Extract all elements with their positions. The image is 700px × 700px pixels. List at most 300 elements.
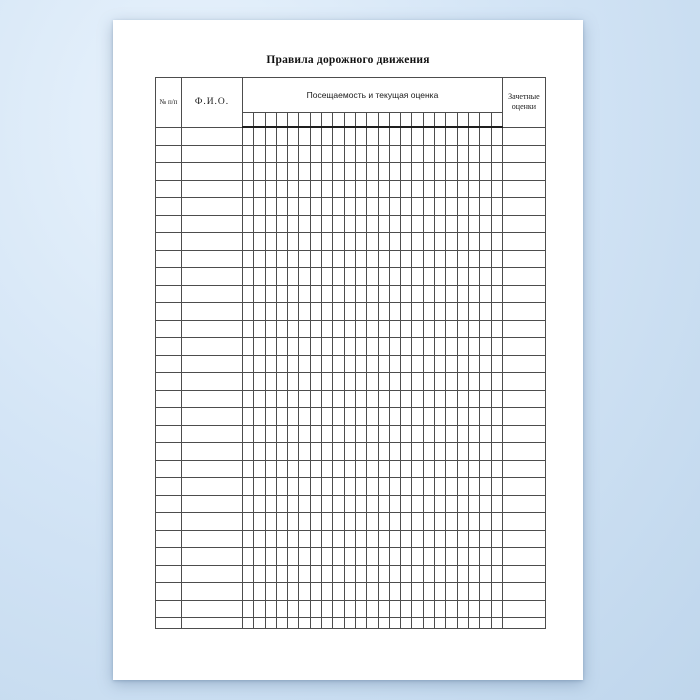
row-attendance-cell (401, 618, 412, 629)
row-attendance-cell (344, 425, 355, 443)
row-name-cell (182, 145, 243, 163)
row-attendance-cell (299, 583, 310, 601)
row-attendance-cell (355, 250, 366, 268)
row-attendance-cell (344, 460, 355, 478)
row-attendance-cell (389, 495, 400, 513)
row-attendance-cell (310, 233, 321, 251)
row-attendance-cell (265, 163, 276, 181)
row-attendance-cell (480, 250, 491, 268)
row-attendance-cell (401, 425, 412, 443)
row-attendance-cell (276, 530, 287, 548)
col-header-attendance: Посещаемость и текущая оценка (243, 78, 503, 113)
row-attendance-cell (491, 268, 502, 286)
journal-row (156, 425, 546, 443)
row-attendance-cell (355, 548, 366, 566)
row-attendance-cell (299, 268, 310, 286)
row-attendance-cell (412, 320, 423, 338)
row-attendance-cell (446, 233, 457, 251)
row-attendance-cell (322, 320, 333, 338)
row-attendance-cell (389, 618, 400, 629)
row-index-cell (156, 425, 182, 443)
row-attendance-cell (243, 303, 254, 321)
row-attendance-cell (480, 198, 491, 216)
row-attendance-cell (389, 443, 400, 461)
row-attendance-cell (276, 600, 287, 618)
row-name-cell (182, 338, 243, 356)
row-credit-cell (502, 250, 545, 268)
row-attendance-cell (310, 127, 321, 145)
row-attendance-cell (446, 530, 457, 548)
row-name-cell (182, 600, 243, 618)
row-attendance-cell (344, 373, 355, 391)
row-attendance-cell (480, 338, 491, 356)
row-attendance-cell (401, 303, 412, 321)
row-attendance-cell (322, 303, 333, 321)
row-attendance-cell (310, 583, 321, 601)
row-attendance-cell (276, 180, 287, 198)
row-attendance-cell (254, 565, 265, 583)
row-attendance-cell (276, 513, 287, 531)
row-attendance-cell (480, 127, 491, 145)
row-attendance-cell (355, 338, 366, 356)
journal-header (156, 78, 546, 128)
row-attendance-cell (265, 250, 276, 268)
row-attendance-cell (401, 408, 412, 426)
row-index-cell (156, 513, 182, 531)
row-attendance-cell (401, 565, 412, 583)
row-attendance-cell (243, 233, 254, 251)
row-attendance-cell (491, 460, 502, 478)
row-attendance-cell (446, 250, 457, 268)
row-attendance-cell (446, 565, 457, 583)
row-attendance-cell (378, 425, 389, 443)
row-attendance-cell (254, 180, 265, 198)
row-attendance-cell (276, 390, 287, 408)
row-attendance-cell (389, 600, 400, 618)
row-attendance-cell (367, 443, 378, 461)
row-attendance-cell (310, 215, 321, 233)
col-header-credit: Зачетные оценки (502, 78, 545, 128)
row-attendance-cell (435, 145, 446, 163)
row-credit-cell (502, 145, 545, 163)
row-attendance-cell (243, 443, 254, 461)
row-attendance-cell (254, 443, 265, 461)
row-attendance-cell (491, 355, 502, 373)
row-attendance-cell (276, 233, 287, 251)
row-name-cell (182, 320, 243, 338)
row-attendance-cell (457, 373, 468, 391)
row-attendance-cell (367, 127, 378, 145)
row-attendance-cell (243, 163, 254, 181)
row-attendance-cell (299, 495, 310, 513)
row-attendance-cell (322, 408, 333, 426)
row-attendance-cell (276, 618, 287, 629)
row-attendance-cell (378, 513, 389, 531)
row-attendance-cell (299, 355, 310, 373)
row-attendance-cell (254, 390, 265, 408)
row-attendance-cell (446, 373, 457, 391)
row-attendance-cell (243, 250, 254, 268)
row-attendance-cell (322, 250, 333, 268)
row-attendance-cell (288, 513, 299, 531)
row-attendance-cell (468, 250, 479, 268)
row-attendance-cell (401, 285, 412, 303)
row-attendance-cell (333, 513, 344, 531)
row-attendance-cell (367, 373, 378, 391)
row-attendance-cell (299, 127, 310, 145)
row-attendance-cell (378, 215, 389, 233)
row-attendance-cell (435, 285, 446, 303)
journal-row (156, 495, 546, 513)
row-credit-cell (502, 460, 545, 478)
row-attendance-cell (378, 548, 389, 566)
row-attendance-cell (322, 583, 333, 601)
row-attendance-cell (310, 565, 321, 583)
row-attendance-cell (423, 198, 434, 216)
row-attendance-cell (435, 443, 446, 461)
row-attendance-cell (288, 565, 299, 583)
row-attendance-cell (243, 548, 254, 566)
row-attendance-cell (333, 583, 344, 601)
row-attendance-cell (310, 338, 321, 356)
row-attendance-cell (344, 355, 355, 373)
row-attendance-cell (423, 180, 434, 198)
row-attendance-cell (446, 163, 457, 181)
row-attendance-cell (423, 127, 434, 145)
row-attendance-cell (322, 355, 333, 373)
row-attendance-cell (491, 180, 502, 198)
row-attendance-cell (310, 443, 321, 461)
row-attendance-cell (299, 478, 310, 496)
row-attendance-cell (355, 565, 366, 583)
row-attendance-cell (401, 268, 412, 286)
row-attendance-cell (254, 338, 265, 356)
row-attendance-cell (288, 233, 299, 251)
row-attendance-cell (254, 530, 265, 548)
row-attendance-cell (446, 460, 457, 478)
row-attendance-cell (401, 198, 412, 216)
row-attendance-cell (480, 443, 491, 461)
row-attendance-cell (344, 163, 355, 181)
row-attendance-cell (355, 215, 366, 233)
row-attendance-cell (446, 127, 457, 145)
row-attendance-cell (344, 565, 355, 583)
row-attendance-cell (367, 320, 378, 338)
row-attendance-cell (299, 443, 310, 461)
row-attendance-cell (389, 163, 400, 181)
row-attendance-cell (367, 600, 378, 618)
row-attendance-cell (457, 460, 468, 478)
row-attendance-cell (435, 495, 446, 513)
row-index-cell (156, 530, 182, 548)
row-attendance-cell (322, 495, 333, 513)
row-attendance-cell (412, 443, 423, 461)
row-attendance-cell (423, 355, 434, 373)
journal-row (156, 127, 546, 145)
journal-row (156, 180, 546, 198)
row-attendance-cell (446, 513, 457, 531)
row-attendance-cell (446, 285, 457, 303)
row-attendance-cell (389, 548, 400, 566)
row-attendance-cell (276, 548, 287, 566)
row-attendance-cell (355, 303, 366, 321)
row-attendance-cell (412, 215, 423, 233)
row-attendance-cell (265, 233, 276, 251)
attendance-subheader-cell (491, 113, 502, 128)
row-attendance-cell (446, 495, 457, 513)
row-attendance-cell (265, 618, 276, 629)
row-attendance-cell (276, 565, 287, 583)
row-attendance-cell (378, 460, 389, 478)
row-attendance-cell (344, 548, 355, 566)
row-attendance-cell (265, 600, 276, 618)
row-attendance-cell (378, 618, 389, 629)
row-attendance-cell (378, 355, 389, 373)
row-attendance-cell (322, 373, 333, 391)
row-credit-cell (502, 127, 545, 145)
row-attendance-cell (265, 530, 276, 548)
row-attendance-cell (265, 355, 276, 373)
row-attendance-cell (344, 303, 355, 321)
row-attendance-cell (333, 530, 344, 548)
row-attendance-cell (367, 145, 378, 163)
row-attendance-cell (288, 408, 299, 426)
row-credit-cell (502, 600, 545, 618)
row-attendance-cell (457, 145, 468, 163)
row-attendance-cell (457, 163, 468, 181)
journal-row (156, 285, 546, 303)
attendance-subheader-cell (423, 113, 434, 128)
row-attendance-cell (355, 530, 366, 548)
row-attendance-cell (288, 390, 299, 408)
row-attendance-cell (491, 250, 502, 268)
row-index-cell (156, 495, 182, 513)
row-attendance-cell (378, 127, 389, 145)
attendance-subheader-cell (378, 113, 389, 128)
row-index-cell (156, 285, 182, 303)
row-attendance-cell (276, 425, 287, 443)
row-attendance-cell (468, 163, 479, 181)
journal-row (156, 408, 546, 426)
row-attendance-cell (491, 320, 502, 338)
row-attendance-cell (344, 127, 355, 145)
row-attendance-cell (322, 478, 333, 496)
row-attendance-cell (446, 390, 457, 408)
row-attendance-cell (344, 320, 355, 338)
row-attendance-cell (468, 180, 479, 198)
row-attendance-cell (243, 408, 254, 426)
row-attendance-cell (378, 478, 389, 496)
row-attendance-cell (254, 303, 265, 321)
row-attendance-cell (457, 215, 468, 233)
row-attendance-cell (412, 495, 423, 513)
row-attendance-cell (344, 513, 355, 531)
row-attendance-cell (322, 548, 333, 566)
row-attendance-cell (265, 320, 276, 338)
row-attendance-cell (378, 268, 389, 286)
row-attendance-cell (491, 513, 502, 531)
row-attendance-cell (468, 495, 479, 513)
row-attendance-cell (355, 478, 366, 496)
row-attendance-cell (254, 355, 265, 373)
row-attendance-cell (378, 285, 389, 303)
row-attendance-cell (333, 373, 344, 391)
row-attendance-cell (276, 163, 287, 181)
journal-row (156, 460, 546, 478)
row-name-cell (182, 443, 243, 461)
row-attendance-cell (276, 268, 287, 286)
row-attendance-cell (299, 565, 310, 583)
row-attendance-cell (423, 268, 434, 286)
row-name-cell (182, 355, 243, 373)
row-attendance-cell (254, 548, 265, 566)
row-attendance-cell (389, 338, 400, 356)
row-attendance-cell (457, 355, 468, 373)
row-attendance-cell (423, 373, 434, 391)
row-attendance-cell (265, 180, 276, 198)
row-attendance-cell (299, 338, 310, 356)
row-attendance-cell (423, 320, 434, 338)
journal-row (156, 600, 546, 618)
row-index-cell (156, 163, 182, 181)
row-attendance-cell (265, 478, 276, 496)
row-name-cell (182, 548, 243, 566)
row-attendance-cell (288, 250, 299, 268)
row-attendance-cell (389, 215, 400, 233)
journal-row (156, 320, 546, 338)
row-attendance-cell (276, 495, 287, 513)
row-attendance-cell (457, 583, 468, 601)
row-attendance-cell (389, 303, 400, 321)
row-attendance-cell (299, 425, 310, 443)
row-attendance-cell (401, 443, 412, 461)
row-attendance-cell (310, 495, 321, 513)
row-attendance-cell (491, 338, 502, 356)
row-attendance-cell (355, 285, 366, 303)
row-attendance-cell (378, 320, 389, 338)
row-attendance-cell (468, 198, 479, 216)
row-attendance-cell (401, 530, 412, 548)
row-attendance-cell (276, 355, 287, 373)
row-name-cell (182, 495, 243, 513)
row-attendance-cell (389, 233, 400, 251)
row-attendance-cell (457, 180, 468, 198)
row-attendance-cell (491, 198, 502, 216)
row-attendance-cell (446, 180, 457, 198)
row-attendance-cell (288, 285, 299, 303)
row-attendance-cell (367, 303, 378, 321)
row-attendance-cell (435, 250, 446, 268)
row-name-cell (182, 583, 243, 601)
row-attendance-cell (468, 425, 479, 443)
row-attendance-cell (299, 460, 310, 478)
row-attendance-cell (401, 145, 412, 163)
row-attendance-cell (446, 320, 457, 338)
journal-row (156, 338, 546, 356)
row-attendance-cell (491, 390, 502, 408)
row-attendance-cell (254, 268, 265, 286)
row-attendance-cell (288, 320, 299, 338)
row-attendance-cell (367, 268, 378, 286)
row-attendance-cell (389, 565, 400, 583)
row-attendance-cell (254, 127, 265, 145)
row-attendance-cell (276, 320, 287, 338)
row-name-cell (182, 180, 243, 198)
row-attendance-cell (412, 250, 423, 268)
row-attendance-cell (468, 338, 479, 356)
row-attendance-cell (480, 390, 491, 408)
row-attendance-cell (468, 320, 479, 338)
row-attendance-cell (355, 618, 366, 629)
row-credit-cell (502, 478, 545, 496)
row-attendance-cell (423, 233, 434, 251)
row-attendance-cell (435, 548, 446, 566)
row-attendance-cell (288, 478, 299, 496)
row-attendance-cell (344, 145, 355, 163)
journal-row (156, 303, 546, 321)
row-attendance-cell (457, 320, 468, 338)
row-attendance-cell (423, 618, 434, 629)
row-attendance-cell (446, 443, 457, 461)
journal-row (156, 268, 546, 286)
row-attendance-cell (344, 530, 355, 548)
row-attendance-cell (355, 408, 366, 426)
row-attendance-cell (435, 600, 446, 618)
row-attendance-cell (468, 408, 479, 426)
row-attendance-cell (367, 478, 378, 496)
row-attendance-cell (480, 478, 491, 496)
row-attendance-cell (457, 513, 468, 531)
row-attendance-cell (468, 530, 479, 548)
row-attendance-cell (288, 443, 299, 461)
row-attendance-cell (355, 233, 366, 251)
row-index-cell (156, 583, 182, 601)
row-attendance-cell (265, 390, 276, 408)
row-attendance-cell (344, 215, 355, 233)
row-attendance-cell (401, 180, 412, 198)
row-attendance-cell (288, 180, 299, 198)
row-attendance-cell (276, 250, 287, 268)
journal-row (156, 198, 546, 216)
row-attendance-cell (423, 338, 434, 356)
row-attendance-cell (355, 268, 366, 286)
row-attendance-cell (333, 443, 344, 461)
row-attendance-cell (378, 495, 389, 513)
row-attendance-cell (243, 478, 254, 496)
row-index-cell (156, 443, 182, 461)
row-attendance-cell (468, 443, 479, 461)
row-name-cell (182, 250, 243, 268)
row-name-cell (182, 285, 243, 303)
row-attendance-cell (401, 338, 412, 356)
row-attendance-cell (480, 618, 491, 629)
row-attendance-cell (423, 530, 434, 548)
row-attendance-cell (254, 583, 265, 601)
row-attendance-cell (491, 618, 502, 629)
row-attendance-cell (412, 198, 423, 216)
row-attendance-cell (378, 565, 389, 583)
row-attendance-cell (389, 355, 400, 373)
row-attendance-cell (491, 127, 502, 145)
attendance-subheader-cell (310, 113, 321, 128)
row-attendance-cell (367, 390, 378, 408)
row-attendance-cell (310, 548, 321, 566)
row-attendance-cell (435, 163, 446, 181)
row-attendance-cell (389, 425, 400, 443)
row-attendance-cell (412, 513, 423, 531)
row-attendance-cell (457, 338, 468, 356)
row-attendance-cell (243, 565, 254, 583)
